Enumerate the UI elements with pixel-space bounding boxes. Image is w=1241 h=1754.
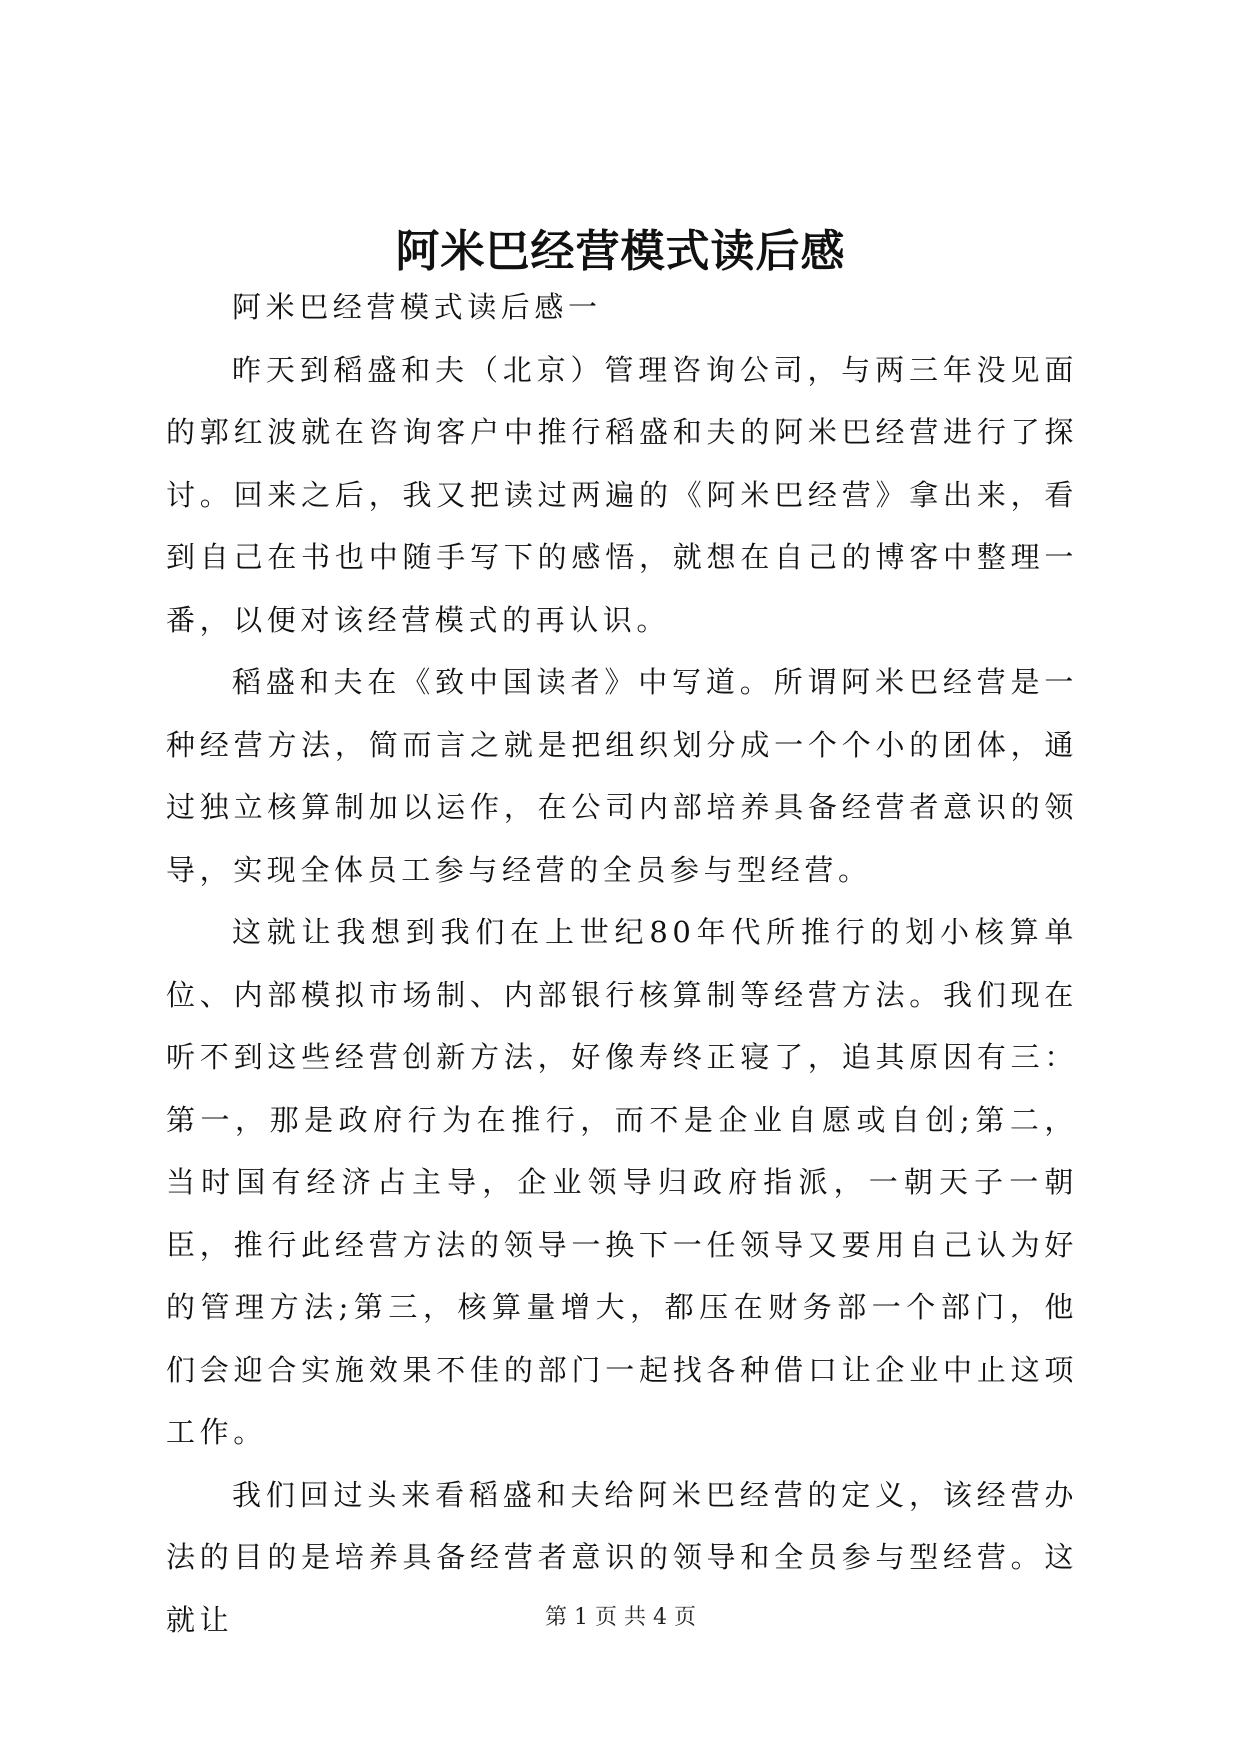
paragraph-subtitle: 阿米巴经营模式读后感一 (232, 290, 602, 324)
document-body (166, 276, 1078, 1651)
document-title: 阿米巴经营模式读后感 (395, 226, 846, 277)
paragraph-1: 昨天到稻盛和夫（北京）管理咨询公司，与两三年没见面的郭红波就在咨询客户中推行稻盛和夫的阿米巴经营进行了探讨。回来之后，我又把读过两遍的《阿米巴经营》拿出来，看到自己在书也中随手写下的感悟，就想在自己的博客中整理一番，以便对该经营模式的再认识。 (166, 352, 1078, 637)
paragraph-2: 稻盛和夫在《致中国读者》中写道。所谓阿米巴经营是一种经营方法，简而言之就是把组织划分成一个个小的团体，通过独立核算制加以运作，在公司内部培养具备经营者意识的领导，实现全体员工参与经营的全员参与型经营。 (166, 665, 1078, 887)
page-number: 第 1 页 共 4 页 (545, 1605, 696, 1630)
page-footer (0, 1602, 1241, 1634)
paragraph-3: 这就让我想到我们在上世纪80年代所推行的划小核算单位、内部模拟市场制、内部银行核算制等经营方法。我们现在听不到这些经营创新方法，好像寿终正寝了，追其原因有三：第一，那是政府行为在推行，而不是企业自愿或自创;第二，当时国有经济占主导，企业领导归政府指派，一朝天子一朝臣，推行此经营方法的领导一换下一任领导又要用自己认为好的管理方法;第三，核算量增大，都压在财务部一个部门，他们会迎合实施效果不佳的部门一起找各种借口让企业中止这项工作。 (166, 915, 1078, 1449)
paragraph-4: 我们回过头来看稻盛和夫给阿米巴经营的定义，该经营办法的目的是培养具备经营者意识的领导和全员参与型经营。这就让 (166, 1477, 1078, 1637)
